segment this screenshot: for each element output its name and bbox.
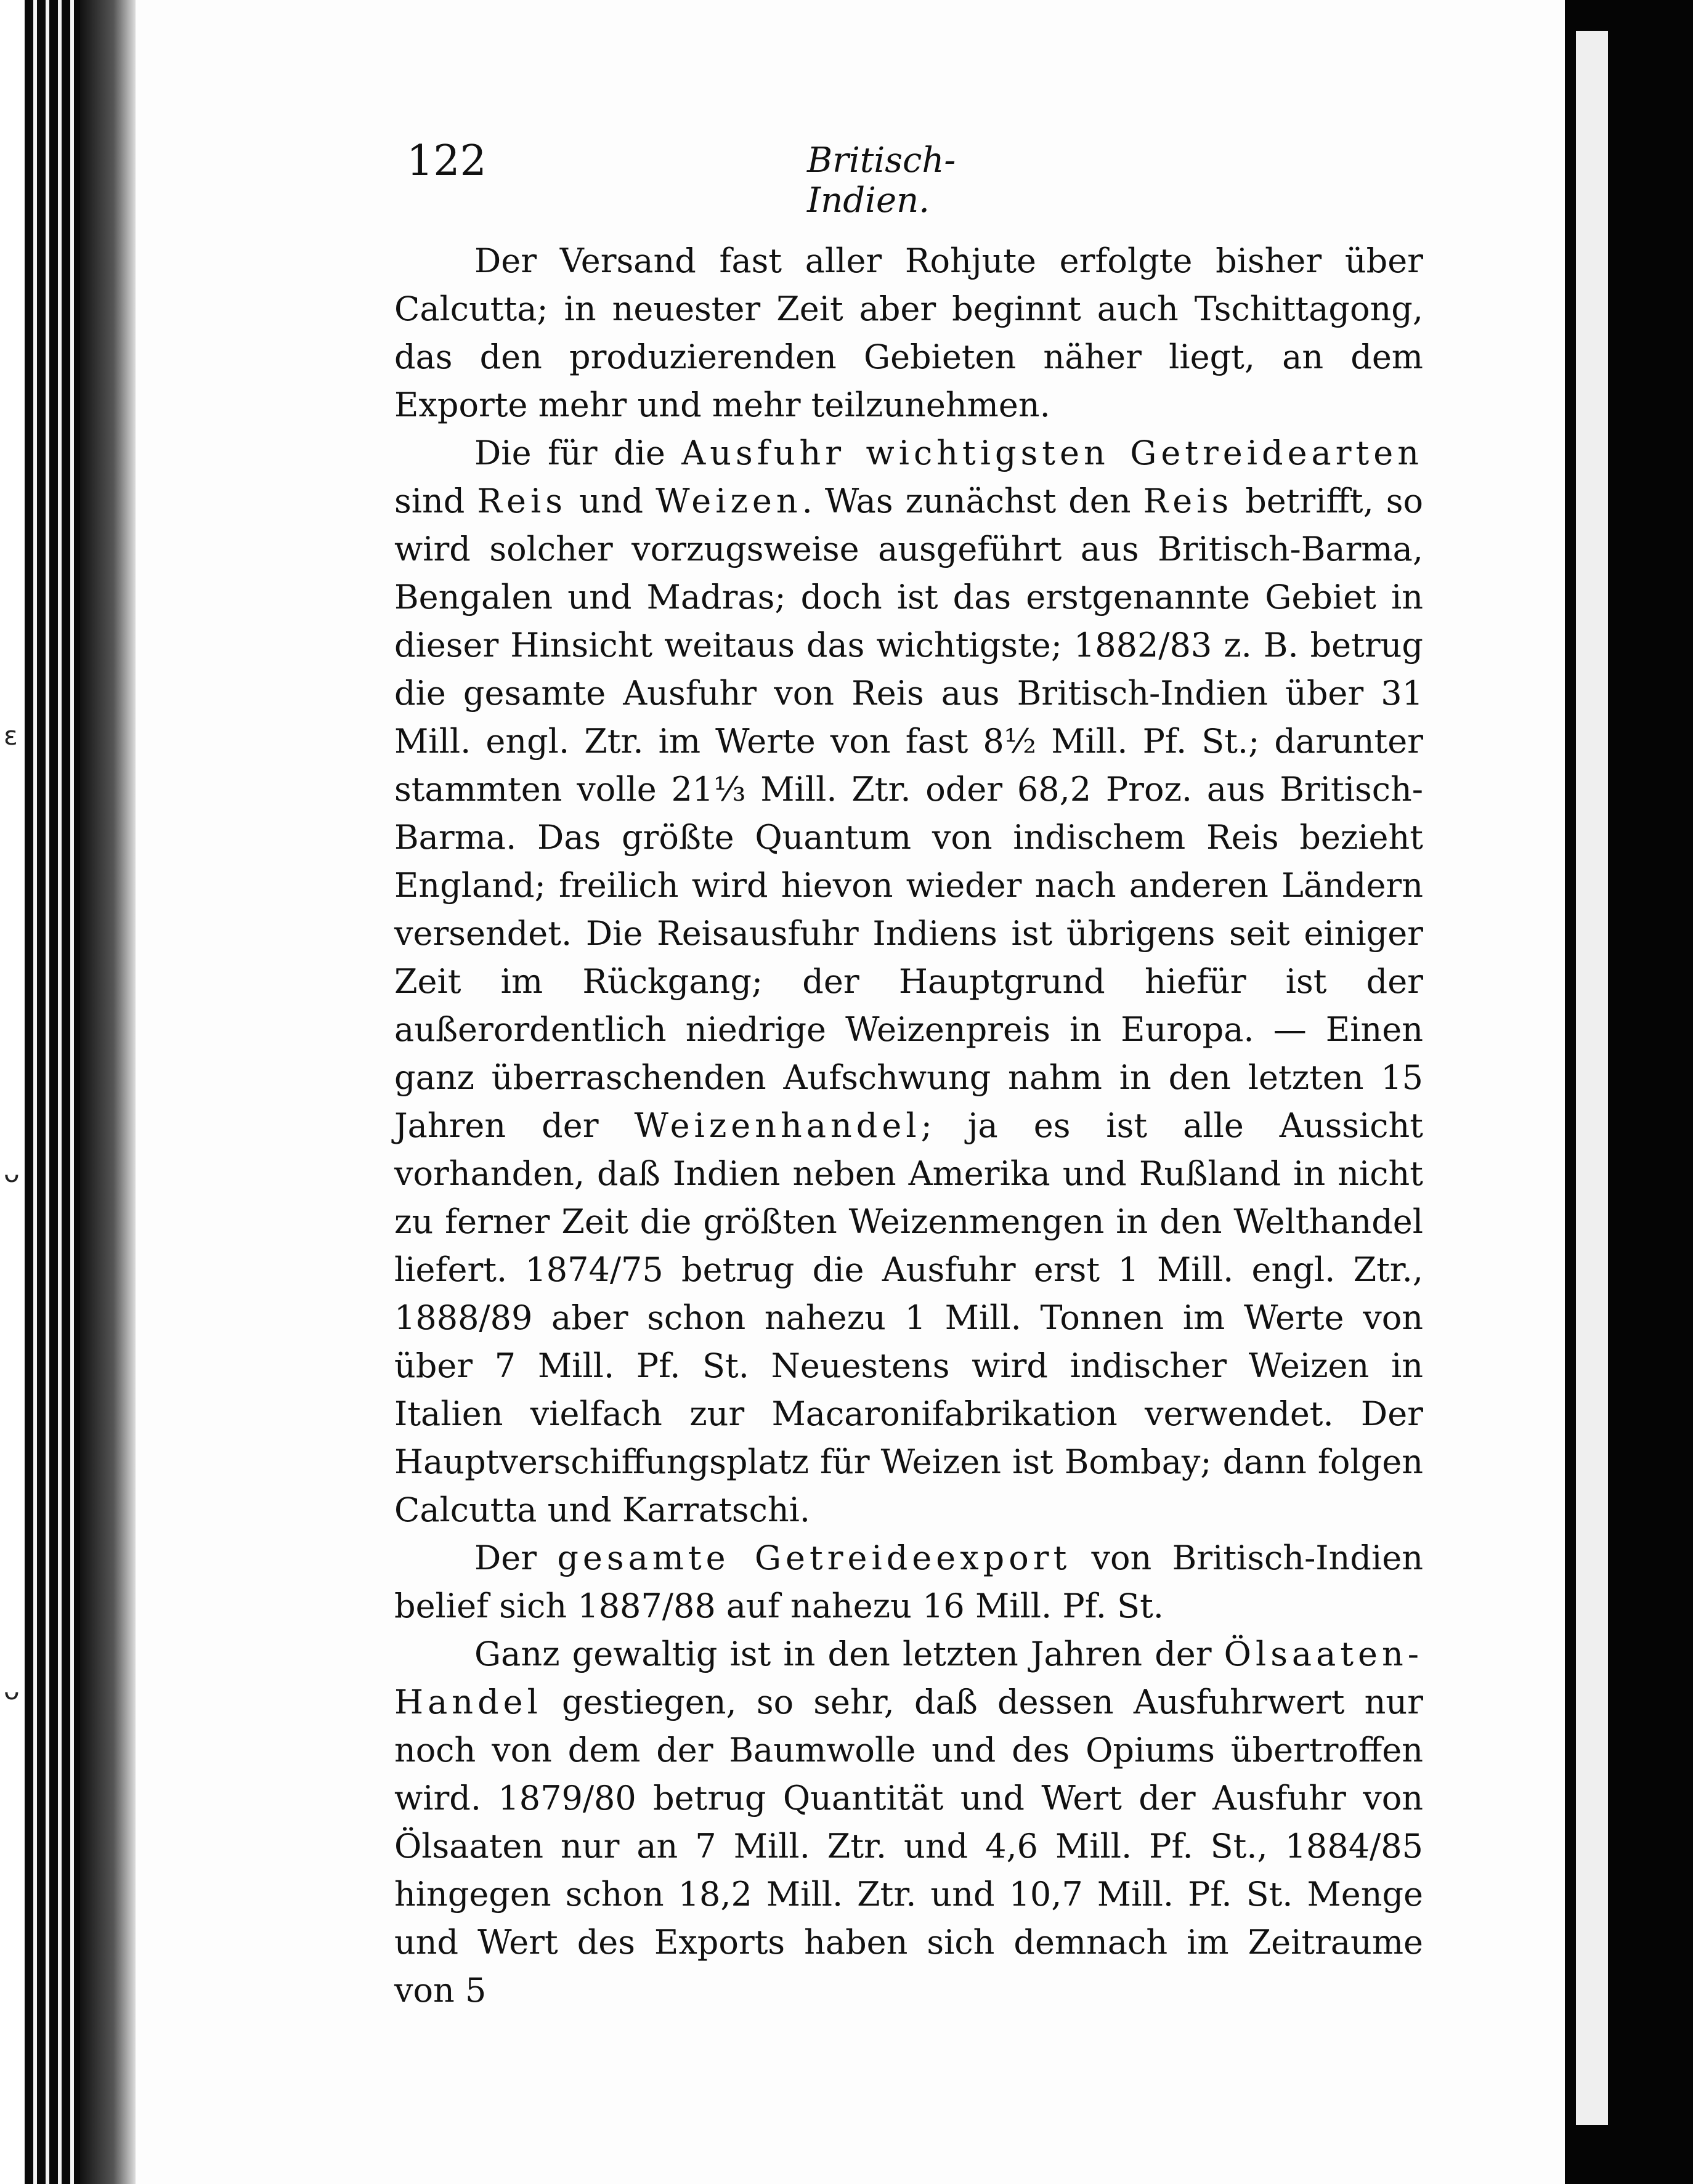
paragraph-text: Der Versand fast aller Rohjute erfolgte bisher über Calcutta; in neuester Zeit aber beginnt auch Tschittagong, das den produzierenden Gebieten näher liegt, an dem Exporte mehr und mehr teilzunehmen.: [394, 241, 1423, 424]
paragraph-text: Die für die: [474, 434, 682, 472]
page-header-title: Britisch-Indien.: [807, 140, 956, 220]
paragraph-text: betrifft, so wird solcher vorzugsweise ausgeführt aus Britisch-Barma, Bengalen und Madras; doch ist das erstgenannte Gebiet in dieser Hinsicht weitaus das wichtigste; 1882/83 z. B. betrug die gesamte Ausfuhr von Reis aus Britisch-Indien über 31 Mill. engl. Ztr. im Werte von fast 8½ Mill. Pf. St.; darunter stammten volle 21⅓ Mill. Ztr. oder 68,2 Proz. aus Britisch-Barma. Das größte Quantum von indischem Reis bezieht England; freilich wird hievon wieder nach anderen Ländern versendet. Die Reisausfuhr Indiens ist übrigens seit einiger Zeit im Rückgang; der Hauptgrund hiefür ist der außerordentlich niedrige Weizenpreis in Europa. — Einen ganz überraschenden Aufschwung nahm in den letzten 15 Jahren der: [394, 482, 1423, 1145]
emphasized-text: Weizen: [656, 482, 802, 520]
paragraph-text: Ganz gewaltig ist in den letzten Jahren der: [474, 1635, 1224, 1673]
paragraph: [394, 1534, 1423, 1630]
emphasized-text: Weizenhandel: [634, 1106, 921, 1145]
emphasized-text: Ausfuhr wichtigsten Getreidearten: [681, 434, 1423, 472]
paragraph-text: und: [566, 482, 656, 520]
paragraph: [394, 1630, 1423, 2015]
margin-mark: ᴗ: [4, 1158, 20, 1188]
emphasized-text: Ölsaaten-Handel: [394, 1635, 1423, 1721]
paragraph-text: von Britisch-Indien belief sich 1887/88 auf nahezu 16 Mill. Pf. St.: [394, 1539, 1423, 1625]
paragraph: [394, 237, 1423, 429]
emphasized-text: Reis: [477, 482, 567, 520]
running-header: [407, 137, 1072, 220]
body-text: [394, 237, 1423, 2015]
emphasized-text: gesamte Getreideexport: [557, 1539, 1071, 1577]
paragraph-text: sind: [394, 482, 477, 520]
binding-shadow: [80, 0, 136, 2184]
paragraph-text: ; ja es ist alle Aussicht vorhanden, daß Indien neben Amerika und Rußland in nicht zu ferner Zeit die größten Weizenmengen in den Welthandel liefert. 1874/75 betrug die Ausfuhr erst 1 Mill. engl. Ztr., 1888/89 aber schon nahezu 1 Mill. Tonnen im Werte von über 7 Mill. Pf. St. Neuestens wird indischer Weizen in Italien vielfach zur Macaronifabrikation verwendet. Der Hauptverschiffungsplatz für Weizen ist Bombay; dann folgen Calcutta und Karratschi.: [394, 1106, 1423, 1529]
paragraph: [394, 429, 1423, 1534]
left-margin-strip: [0, 0, 25, 2184]
paragraph-text: . Was zunächst den: [802, 482, 1143, 520]
margin-mark: ɛ: [4, 721, 18, 751]
page-number: 122: [407, 137, 487, 185]
next-page-sliver: [1576, 31, 1608, 2125]
emphasized-text: Reis: [1143, 482, 1233, 520]
paragraph-text: Der: [474, 1539, 558, 1577]
paragraph-text: gestiegen, so sehr, daß dessen Ausfuhrwert nur noch von dem der Baumwolle und des Opiums übertroffen wird. 1879/80 betrug Quantität und Wert der Ausfuhr von Ölsaaten nur an 7 Mill. Ztr. und 4,6 Mill. Pf. St., 1884/85 hingegen schon 18,2 Mill. Ztr. und 10,7 Mill. Pf. St. Menge und Wert des Exports haben sich demnach im Zeitraume von 5: [394, 1683, 1423, 2010]
margin-mark: ᴗ: [4, 1675, 20, 1705]
